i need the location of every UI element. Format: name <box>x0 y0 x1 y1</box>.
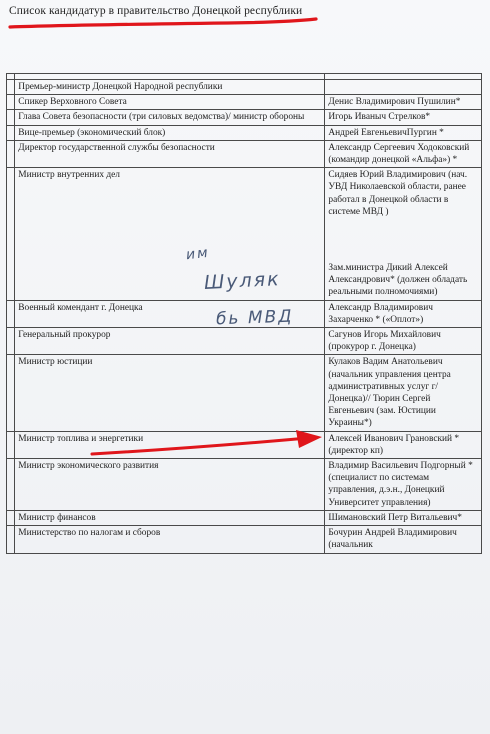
candidate-primary: Сидяев Юрий Владимирович (нач. УВД Николаевской области, ранее работал в Донецкой области в системе МВД ) <box>328 170 468 217</box>
table-row <box>7 125 482 140</box>
position-cell: Министр топлива и энергетики <box>15 431 325 458</box>
handwritten-note-line: им <box>185 244 211 264</box>
red-underline-mark <box>8 16 320 32</box>
position-cell: Министр юстиции <box>15 355 325 431</box>
handwritten-note <box>176 246 326 346</box>
position-cell: Спикер Верховного Совета <box>15 95 325 110</box>
position-cell: Министр экономического развития <box>15 459 325 511</box>
candidate-cell: Сагунов Игорь Михайлович (прокурор г. Донецка) <box>325 328 482 355</box>
candidate-cell: Бочурин Андрей Владимирович (начальник <box>325 526 482 553</box>
position-cell: Военный комендант г. Донецка <box>15 300 325 327</box>
table-row <box>7 95 482 110</box>
position-cell: Вице-премьер (экономический блок) <box>15 125 325 140</box>
table-row <box>7 110 482 125</box>
candidate-cell: Владимир Васильевич Подгорный * (специалист по системам управления, д.э.н., Донецкий Университет управления) <box>325 459 482 511</box>
candidate-cell: Александр Сергеевич Ходоковский (командир донецкой «Альфа») * <box>325 140 482 167</box>
candidate-cell: Александр Владимирович Захарченко * («Оплот») <box>325 300 482 327</box>
candidate-cell: Игорь Иваныч Стрелков* <box>325 110 482 125</box>
position-cell: Министр финансов <box>15 510 325 525</box>
position-cell: Глава Совета безопасности (три силовых ведомства)/ министр обороны <box>15 110 325 125</box>
table-row <box>7 355 482 431</box>
position-cell: Министр внутренних дел <box>15 168 325 300</box>
table-row <box>7 510 482 525</box>
candidate-cell: Алексей Иванович Грановский * (директор кп) <box>325 431 482 458</box>
red-arrow-mark <box>90 424 330 464</box>
position-cell: Генеральный прокурор <box>15 328 325 355</box>
table-row <box>7 459 482 511</box>
position-cell: Премьер-министр Донецкой Народной республики <box>15 80 325 95</box>
candidate-cell: Шимановский Петр Витальевич* <box>325 510 482 525</box>
candidate-cell: Андрей ЕвгеньевичПургин * <box>325 125 482 140</box>
candidate-deputy: Зам.министра Дикий Алексей Александрович* (должен обладать реальными полномочиями) <box>328 263 468 298</box>
handwritten-note-line: Шуляк <box>203 268 282 294</box>
candidate-cell: Денис Владимирович Пушилин* <box>325 95 482 110</box>
document-title: Список кандидатур в правительство Донецкой республики <box>9 5 303 17</box>
position-cell: Директор государственной службы безопасности <box>15 140 325 167</box>
candidate-cell: Кулаков Вадим Анатольевич (начальник управления центра административных услуг г/Донецка)// Тюрин Сергей Евгеньевич (зам. Юстиции Украины*) <box>325 355 482 431</box>
table-row <box>7 80 482 95</box>
candidate-cell <box>325 80 482 95</box>
table-row <box>7 526 482 553</box>
handwritten-note-line: бь МВД <box>215 306 294 330</box>
position-cell: Министерство по налогам и сборов <box>15 526 325 553</box>
candidate-cell <box>325 168 482 300</box>
table-row <box>7 140 482 167</box>
